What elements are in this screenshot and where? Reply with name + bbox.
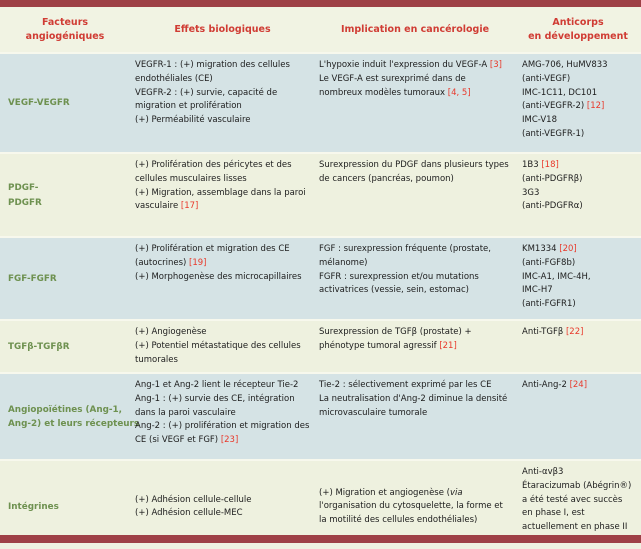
text-line: IMC-V18 [522,115,557,126]
factor-name: Angiopoïétines (Ang-1, [8,404,122,415]
text-line: KM1334 [20] [522,244,577,254]
factor-cell [0,237,130,320]
text-line: (+) Migration, assemblage dans la paroi vasculaire [17] [135,187,306,212]
column-header-antibodies [515,7,641,53]
table-body [0,53,641,543]
header-line: Anticorps [552,16,604,28]
text-line: AMG-706, HuMV833 [522,60,608,70]
text-line: La neutralisation d'Ang-2 diminue la densité microvasculaire tumorale [319,393,508,418]
table-row [0,373,641,460]
text-line: Anti-Ang-2 [24] [522,380,588,390]
biological-effects-cell [130,153,315,237]
text-line: (anti-VEGFR-1) [522,128,585,139]
cancer-implication-cell [315,237,515,320]
text-line: (+) Adhésion cellule-cellule [135,494,252,505]
biological-effects-cell [130,237,315,320]
text-line: 3G3 [522,187,540,198]
antibodies-cell [515,237,641,320]
text-line: Surexpression de TGFβ (prostate) + phénotype tumoral agressif [21] [319,327,472,351]
antibodies-cell [515,153,641,237]
text-line: (anti-PDGFRβ) [522,173,583,184]
factor-name: TGFβ-TGFβR [8,341,70,352]
text-line: 1B3 [18] [522,160,559,170]
text-line: (+) Angiogenèse [135,327,207,337]
cancer-implication-cell [315,153,515,237]
table-row [0,237,641,320]
header-line: Facteurs [41,16,89,28]
table-row [0,460,641,543]
antibodies-cell [515,460,641,543]
antibodies-cell [515,53,641,153]
text-line: (+) Prolifération des péricytes et des cellules musculaires lisses [135,160,292,184]
antibodies-cell [515,320,641,373]
factor-name: PDGF- [8,183,39,194]
factor-name: VEGF-VEGFR [8,98,70,109]
text-line: (anti-FGFR1) [522,299,576,310]
text-line: Ang-2 : (+) prolifération et migration des CE (si VEGF et FGF) [23] [135,421,310,446]
header-line: angiogéniques [25,30,105,42]
reference-marker: [21] [439,340,457,351]
text-line: FGFR : surexpression et/ou mutations activatrices (vessie, sein, estomac) [319,271,479,296]
text-line: (+) Morphogenèse des microcapillaires [135,271,302,282]
reference-marker: [17] [180,201,199,212]
reference-marker: [24] [569,380,588,390]
text-line: Étaracizumab (Abégrin®) [522,480,632,491]
biological-effects-cell [130,53,315,153]
table-row [0,53,641,153]
text-line: FGF : surexpression fréquente (prostate, mélanome) [319,244,491,268]
text-line: IMC-H7 [522,285,553,296]
text-line: (+) Adhésion cellule-MEC [135,508,243,519]
text-line: (anti-PDGFRα) [522,201,583,212]
text-line: Ang-1 : (+) survie des CE, intégration dans la paroi vasculaire [135,393,295,418]
reference-marker: [12] [586,101,605,112]
text-line: L'hypoxie induit l'expression du VEGF-A [3] [319,60,502,70]
text-line: en phase I, est actuellement en phase II [25] [522,507,637,543]
reference-marker: [23] [220,435,239,446]
text-line: VEGFR-2 : (+) survie, capacité de migration et prolifération [135,87,278,112]
factor-cell [0,373,140,460]
antibodies-cell [515,373,641,460]
reference-marker: [25] [522,535,540,543]
text-line: IMC-1C11, DC101 [522,87,598,98]
text-line: IMC-A1, IMC-4H, [522,271,591,282]
text-line: Anti-αvβ3 [522,467,564,477]
biological-effects-cell [130,460,315,543]
factor-name: PDGFR [8,197,42,208]
factor-cell [0,153,130,237]
table-row [0,320,641,373]
factor-name: Intégrines [8,502,59,513]
biological-effects-cell [130,320,315,373]
angiogenic-factors-table [0,7,641,543]
reference-marker: [22] [565,327,584,337]
table-header [0,7,641,53]
reference-marker: [20] [559,244,577,254]
text-line: (+) Perméabilité vasculaire [135,115,251,126]
text-line: Anti-TGFβ [22] [522,327,584,337]
text-line: (anti-FGF8b) [522,257,576,268]
text-line: (+) Migration et angiogenèse (via l'organisation du cytosquelette, la forme et la motilité des cellules endothéliales) [319,487,503,526]
table-row [0,153,641,237]
reference-marker: [4, 5] [447,87,471,98]
column-header-factors [0,7,130,53]
header-line: Implication en cancérologie [340,23,490,35]
text-line: Le VEGF-A est surexprimé dans de nombreux modèles tumoraux [4, 5] [319,73,471,98]
factor-cell [0,320,130,373]
reference-marker: [19] [189,257,207,268]
text-line: Ang-1 et Ang-2 lient le récepteur Tie-2 [135,380,299,390]
column-header-biological-effects [130,7,315,53]
text-line: (+) Potentiel métastatique des cellules tumorales [135,340,301,365]
text-line: Surexpression du PDGF dans plusieurs types de cancers (pancréas, poumon) [319,160,509,184]
cancer-implication-cell [315,460,515,543]
cancer-implication-cell [315,320,515,373]
header-line: en développement [528,30,628,42]
factor-cell [0,460,130,543]
column-header-cancer-implication [315,7,515,53]
text-line: (anti-VEGF) [522,73,571,84]
cancer-implication-cell [315,373,515,460]
factor-cell [0,53,130,153]
header-line: Effets biologiques [174,23,271,35]
factor-name: FGF-FGFR [8,273,57,284]
reference-marker: [18] [541,160,559,170]
text-line: Tie-2 : sélectivement exprimé par les CE [319,380,492,390]
factor-name: Ang-2) et leurs récepteurs [8,419,140,429]
cancer-implication-cell [315,53,515,153]
text-line: (+) Prolifération et migration des CE (autocrines) [19] [135,244,290,268]
text-line: (anti-VEGFR-2) [12] [522,101,605,112]
text-line: VEGFR-1 : (+) migration des cellules endothéliales (CE) [135,60,290,84]
text-line: a été testé avec succès [522,494,623,505]
reference-marker: [3] [489,60,502,70]
biological-effects-cell [130,373,315,460]
